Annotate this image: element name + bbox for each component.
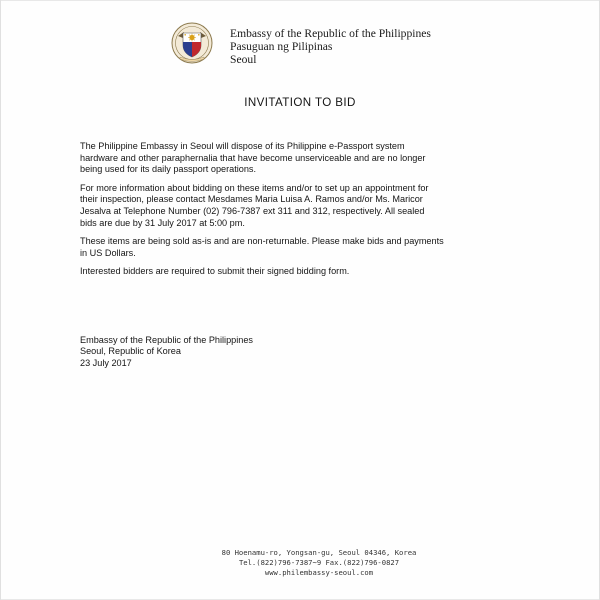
document-body	[80, 141, 570, 285]
paragraph-line: Interested bidders are required to submit their signed bidding form.	[80, 266, 350, 277]
coat-of-arms-seal-icon	[171, 22, 213, 64]
paragraph-line: in US Dollars.	[80, 247, 136, 258]
paragraph-line: hardware and other paraphernalia that have become unserviceable and are no longer	[80, 152, 426, 163]
signature-location: Seoul, Republic of Korea	[80, 346, 181, 357]
signature-block	[80, 335, 253, 369]
paragraph-line: Jesalva at Telephone Number (02) 796-7387 ext 311 and 312, respectively. All sealed	[80, 205, 425, 216]
document-title: INVITATION TO BID	[244, 96, 356, 109]
paragraph-disposal	[80, 141, 570, 176]
paragraph-contact	[80, 183, 570, 229]
letterhead-city: Seoul	[230, 53, 257, 66]
footer-website: www.philembassy-seoul.com	[264, 568, 374, 577]
paragraph-line: their inspection, please contact Mesdames Maria Luisa A. Ramos and/or Ms. Maricor	[80, 194, 423, 205]
paragraph-bidding-form	[80, 266, 570, 278]
signature-embassy-name: Embassy of the Republic of the Philippines	[80, 335, 253, 345]
letterhead-embassy-name: Embassy of the Republic of the Philippines	[230, 27, 431, 40]
footer-address: 80 Hoenamu-ro, Yongsan-gu, Seoul 04346, Korea	[221, 548, 417, 557]
paragraph-line: bids are due by 31 July 2017 at 5:00 pm.	[80, 217, 245, 228]
footer	[0, 548, 600, 578]
paragraph-line: These items are being sold as-is and are non-returnable. Please make bids and payments	[80, 236, 444, 247]
footer-phone-fax: Tel.(822)796-7387~9 Fax.(822)796-0827	[238, 558, 400, 567]
paragraph-terms	[80, 236, 570, 259]
paragraph-line: being used for its daily passport operations.	[80, 164, 257, 175]
paragraph-line: The Philippine Embassy in Seoul will dispose of its Philippine e-Passport system	[80, 141, 405, 151]
letterhead	[230, 27, 431, 66]
letterhead-filipino-name: Pasuguan ng Pilipinas	[230, 40, 333, 53]
paragraph-line: For more information about bidding on these items and/or to set up an appointment for	[80, 182, 429, 193]
signature-date: 23 July 2017	[80, 357, 132, 368]
